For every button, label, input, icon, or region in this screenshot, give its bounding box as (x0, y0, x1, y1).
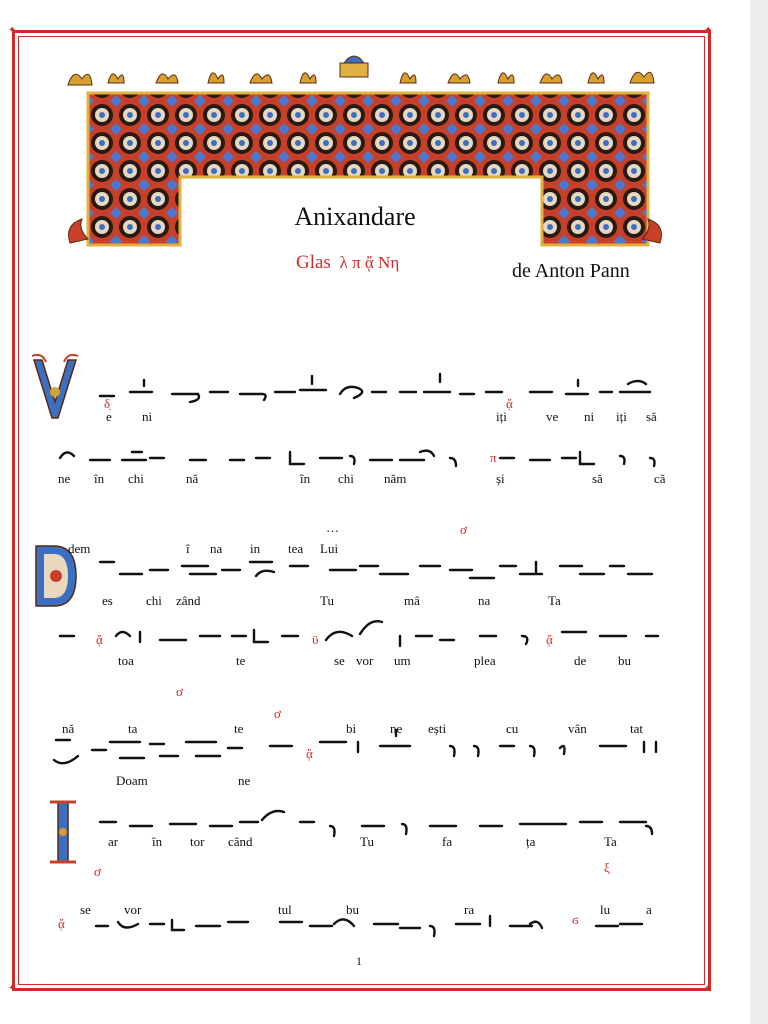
lyric-syllable: că (654, 471, 666, 486)
chant-title: Anixandare (294, 202, 416, 231)
lyric-syllable: ni (142, 409, 153, 424)
lyric-syllable: vân (568, 721, 587, 736)
red-martyria-icon: ᾄ (506, 396, 513, 411)
mode-symbols: λ π ᾄ Νη (339, 253, 400, 272)
lyric-syllable: ne (238, 773, 251, 788)
lyric-syllable: Doam (116, 773, 148, 788)
red-martyria-icon: π (490, 450, 497, 465)
corner-ornament-icon: ✦ (8, 25, 17, 36)
lyric-syllable: plea (474, 653, 496, 668)
red-fthora-icon: ξ (604, 860, 610, 875)
red-martyria-icon: δ̣ (104, 396, 111, 411)
lyric-syllable: tea (288, 541, 304, 556)
corner-ornament-icon: ✦ (704, 983, 713, 994)
lyric-syllable: chi (128, 471, 144, 486)
red-martyria-icon: ᾄ (96, 632, 103, 647)
lyric-syllable: de (574, 653, 587, 668)
lyric-syllable: î (186, 541, 190, 556)
lyric-syllable: es (102, 593, 113, 608)
lyric-syllable: ne (58, 471, 71, 486)
lyric-syllable: nă (62, 721, 75, 736)
lyric-syllable: în (94, 471, 105, 486)
lyric-syllable: iți (496, 409, 507, 424)
lyric-syllable: in (250, 541, 261, 556)
lyric-syllable: tor (190, 834, 205, 849)
lyric-syllable: ne (390, 721, 403, 736)
lyric-syllable: na (210, 541, 223, 556)
page-number: 1 (356, 954, 362, 968)
corner-ornament-icon: ✦ (704, 25, 713, 36)
lyric-syllable: toa (118, 653, 134, 668)
lyric-syllable: ve (546, 409, 559, 424)
lyric-syllable: zând (176, 593, 201, 608)
lyric-syllable: Tu (360, 834, 374, 849)
glas-label: Glas (296, 252, 331, 273)
lyric-syllable: vor (356, 653, 374, 668)
lyric-syllable: se (80, 902, 91, 917)
lyric-syllable: se (334, 653, 345, 668)
lyric-syllable: Tu (320, 593, 334, 608)
lyric-syllable: Ta (604, 834, 617, 849)
lyric-syllable: și (496, 471, 505, 486)
lyric-syllable: chi (146, 593, 162, 608)
lyric-syllable: iți (616, 409, 627, 424)
lyric-syllable: în (152, 834, 163, 849)
lyric-syllable: vor (124, 902, 142, 917)
red-fthora-icon: ơ (460, 522, 467, 537)
lyric-syllable: Lui (320, 541, 339, 556)
lyric-syllable: ești (428, 721, 447, 736)
composer-credit: de Anton Pann (512, 260, 630, 282)
red-martyria-icon: ϭ (572, 912, 579, 927)
red-martyria-icon: ᾄ (58, 916, 65, 931)
red-fthora-icon: ơ (94, 864, 101, 879)
lyric-syllable: te (236, 653, 246, 668)
lyric-syllable: mâ (404, 593, 420, 608)
lyric-syllable: bi (346, 721, 357, 736)
lyric-syllable: nă (186, 471, 199, 486)
dots-icon: … (326, 520, 339, 535)
red-martyria-icon: ᾄ (546, 632, 553, 647)
lyric-syllable: să (592, 471, 603, 486)
corner-ornament-icon: ✦ (8, 983, 17, 994)
lyric-syllable: când (228, 834, 253, 849)
red-fthora-icon: ơ (274, 706, 281, 721)
red-martyria-icon: ᾄ (306, 746, 313, 761)
lyric-syllable: dem (68, 541, 91, 556)
red-fthora-icon: ơ (176, 684, 183, 699)
lyric-syllable: în (300, 471, 311, 486)
red-martyria-icon: ϋ (312, 632, 319, 647)
lyric-syllable: chi (338, 471, 354, 486)
lyric-syllable: ța (526, 834, 536, 849)
lyric-syllable: lu (600, 902, 611, 917)
lyric-syllable: um (394, 653, 411, 668)
lyric-syllable: ra (464, 902, 475, 917)
lyric-syllable: năm (384, 471, 407, 486)
lyric-syllable: a (646, 902, 652, 917)
lyric-syllable: ni (584, 409, 595, 424)
lyric-syllable: să (646, 409, 657, 424)
lyric-syllable: cu (506, 721, 519, 736)
lyric-syllable: te (234, 721, 244, 736)
lyric-syllable: na (478, 593, 491, 608)
lyric-syllable: tat (630, 721, 643, 736)
lyric-syllable: Ta (548, 593, 561, 608)
lyric-syllable: ar (108, 834, 119, 849)
lyric-syllable: e (106, 409, 112, 424)
lyric-syllable: bu (618, 653, 631, 668)
lyric-syllable: fa (442, 834, 453, 849)
lyric-syllable: tul (278, 902, 292, 917)
lyric-syllable: bu (346, 902, 359, 917)
lyric-syllable: ta (128, 721, 138, 736)
